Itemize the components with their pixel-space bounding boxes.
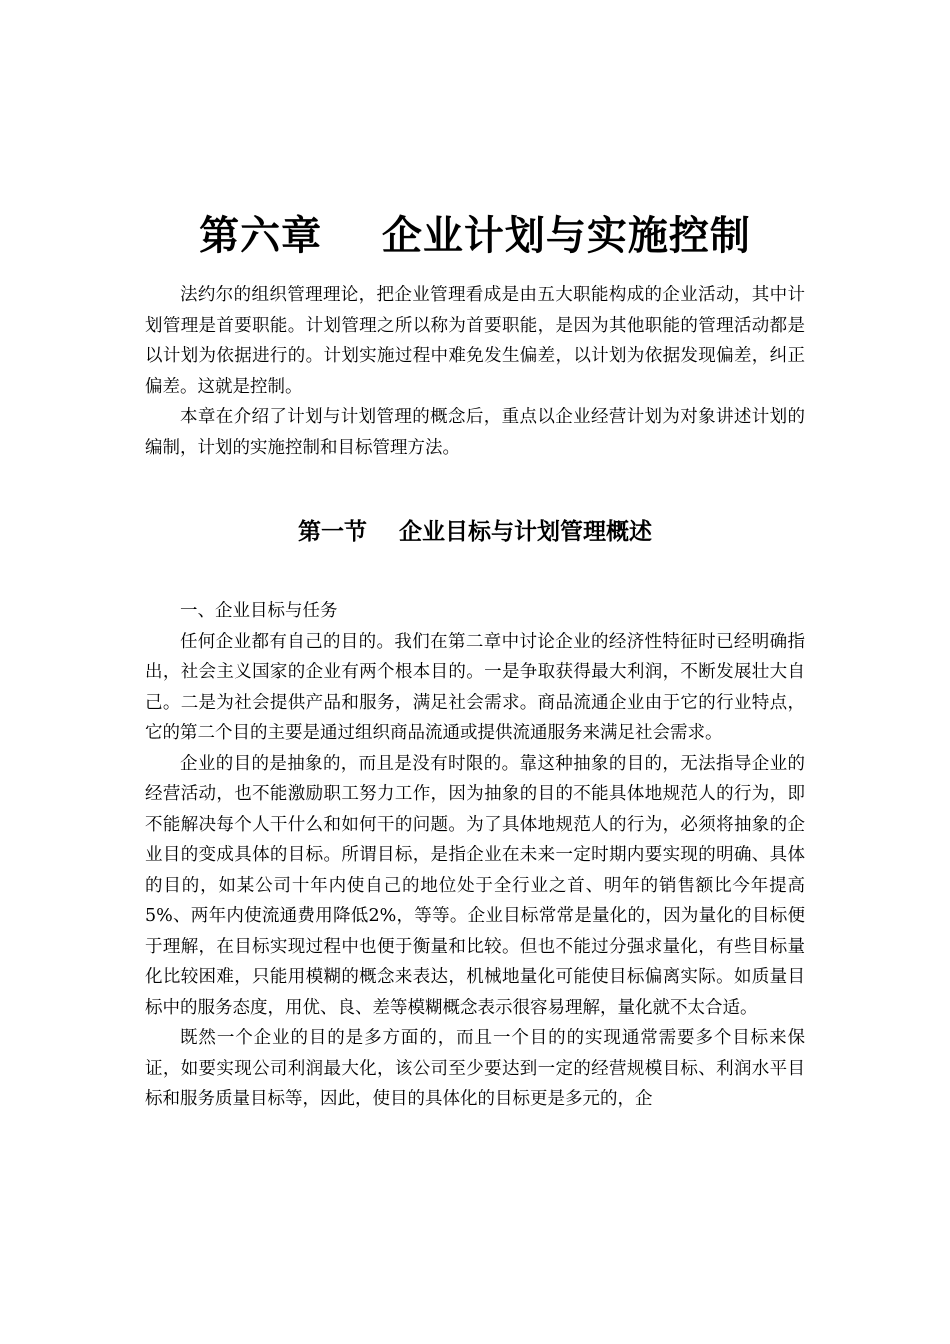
intro-paragraph: 本章在介绍了计划与计划管理的概念后，重点以企业经营计划为对象讲述计划的编制，计划的实施控制和目标管理方法。 — [145, 407, 805, 458]
body-paragraph: 既然一个企业的目的是多方面的，而且一个目的的实现通常需要多个目标来保证，如要实现公司利润最大化，该公司至少要达到一定的经营规模目标、利润水平目标和服务质量目标等，因此，使目的具体化的目标更是多元的，企 — [145, 1028, 805, 1109]
section-title: 第一节 企业目标与计划管理概述 — [297, 519, 653, 545]
body-paragraph: 企业的目的是抽象的，而且是没有时限的。靠这种抽象的目的，无法指导企业的经营活动，也不能激励职工努力工作，因为抽象的目的不能具体地规范人的行为，即不能解决每个人干什么和如何干的问题。为了具体地规范人的行为，必须将抽象的企业目的变成具体的目标。所谓目标，是指企业在未来一定时期内要实现的明确、具体的目的，如某公司十年内使自己的地位处于全行业之首、明年的销售额比今年提高5%、两年内使流通费用降低2%，等等。企业目标常常是量化的，因为量化的目标便于理解，在目标实现过程中也便于衡量和比较。但也不能过分强求量化，有些目标量化比较困难，只能用模糊的概念来表达，机械地量化可能使目标偏离实际。如质量目标中的服务态度，用优、良、差等模糊概念表示很容易理解，量化就不太合适。 — [145, 753, 805, 1018]
intro-paragraph: 法约尔的组织管理理论，把企业管理看成是由五大职能构成的企业活动，其中计划管理是首要职能。计划管理之所以称为首要职能，是因为其他职能的管理活动都是以计划为依据进行的。计划实施过程中难免发生偏差，以计划为依据发现偏差，纠正偏差。这就是控制。 — [145, 285, 805, 397]
subsection-heading: 一、企业目标与任务 — [180, 601, 338, 621]
section-body — [145, 596, 805, 1115]
chapter-title: 第六章 企业计划与实施控制 — [199, 213, 751, 259]
body-paragraph: 任何企业都有自己的目的。我们在第二章中讨论企业的经济性特征时已经明确指出，社会主义国家的企业有两个根本目的。一是争取获得最大利润，不断发展壮大自己。二是为社会提供产品和服务，满足社会需求。商品流通企业由于它的行业特点，它的第二个目的主要是通过组织商品流通或提供流通服务来满足社会需求。 — [145, 631, 805, 743]
chapter-intro — [145, 280, 805, 463]
